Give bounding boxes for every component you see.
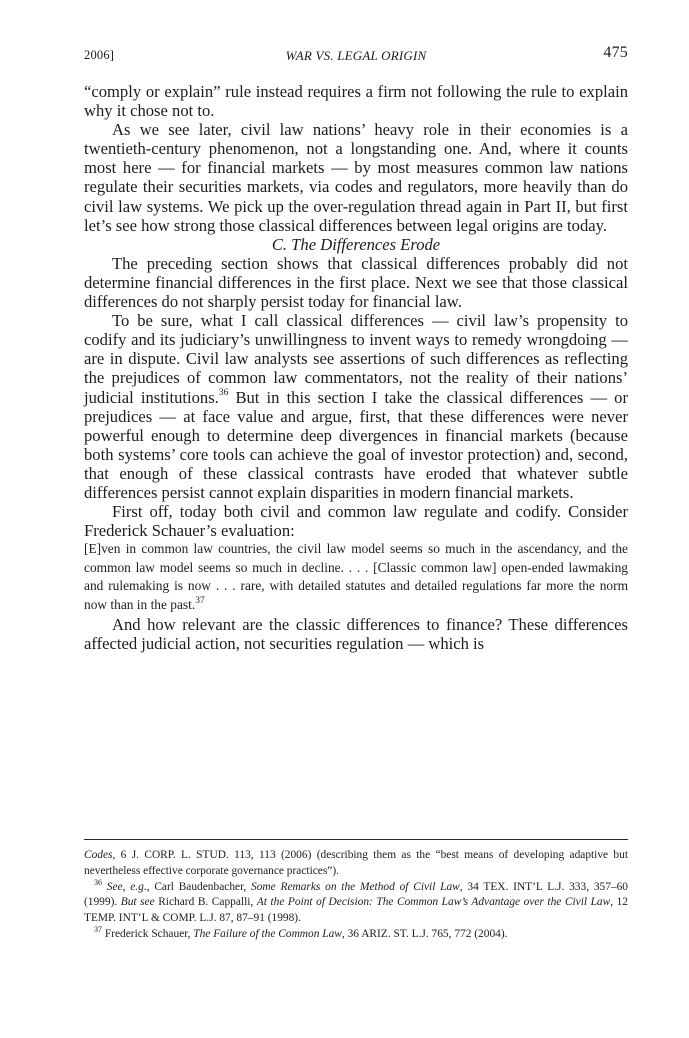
footnote-36-number: 36 bbox=[94, 877, 102, 887]
paragraph-1: “comply or explain” rule instead requires a firm not following the rule to explain why it chose not to. bbox=[84, 82, 628, 121]
paragraph-4-part-a: To be sure, what I call classical differences — civil law’s propensity to codify and its judiciary’s unwillingness to invent ways to remedy wrongdoing — are in dispute. Civil law analysts see assertions of such differences as reflecting the prejudices of common law commentators, not the reality of their nations’ judicial institutions. bbox=[84, 311, 628, 407]
footnote-36-title-1: Some Remarks on the Method of Civil Law bbox=[251, 880, 460, 893]
footnote-36-author: , Carl Baudenbacher, bbox=[146, 880, 252, 893]
footnote-36-cite-1: , 34 TEX. INT’L L.J. 333, 357–60 (1999). bbox=[84, 880, 628, 909]
footnote-36-signal-2: But see bbox=[120, 896, 155, 909]
footnote-37-number: 37 bbox=[94, 925, 102, 935]
footnote-continuation bbox=[84, 848, 628, 880]
running-header bbox=[84, 44, 628, 68]
paragraph-2: As we see later, civil law nations’ heavy role in their economies is a twentieth-century phenomenon, not a longstanding one. And, where it counts most here — for financial markets — by most measures common law nations regulate their securities markets, via codes and regulators, more heavily than do civil law systems. We pick up the over-regulation thread again in Part II, but first let’s see how strong those classical differences between legal origins are today. bbox=[84, 120, 628, 235]
page-number: 475 bbox=[603, 44, 628, 61]
footnote-36 bbox=[84, 877, 628, 927]
footnote-36-cite-2: , 12 TEMP. INT’L & COMP. L.J. 87, 87–91 (1998). bbox=[84, 896, 628, 925]
footnote-ref-37[interactable]: 37 bbox=[195, 595, 205, 606]
footnotes bbox=[84, 848, 628, 943]
block-quote-text: [E]ven in common law countries, the civil law model seems so much in the ascendancy, and the common law model seems so much in decline. . . . [Classic common law] open-ended lawmaking and rulemaking is now . . . rare, with detailed statutes and detailed regulations far more the norm now than in the past. bbox=[84, 541, 628, 613]
footnote-divider bbox=[84, 839, 628, 840]
footnote-37-title: The Failure of the Common Law bbox=[193, 927, 342, 940]
paragraph-4-part-b: But in this section I take the classical differences — or prejudices — at face value and argue, first, that these differences were never powerful enough to determine deep divergences in financial markets (because both systems’ core tools can achieve the goal of investor protection) and, second, that enough of these classical contrasts have eroded that whatever subtle differences persist cannot explain disparities in modern financial markets. bbox=[84, 387, 629, 502]
paragraph-6: And how relevant are the classic differences to finance? These differences affected judicial action, not securities regulation — which is bbox=[84, 614, 628, 653]
section-heading: C. The Differences Erode bbox=[271, 234, 441, 254]
footnote-36-title-2: At the Point of Decision: The Common Law’s Advantage over the Civil Law bbox=[256, 896, 611, 909]
header-title: WAR VS. LEGAL ORIGIN bbox=[285, 48, 427, 63]
footnote-36-author-2: Richard B. Cappalli, bbox=[154, 896, 257, 909]
footnote-ref-36[interactable]: 36 bbox=[218, 387, 229, 398]
footnote-37-cite: , 36 ARIZ. ST. L.J. 765, 772 (2004). bbox=[341, 927, 508, 940]
footnote-37 bbox=[84, 927, 628, 943]
footnote-cont-italic: Codes bbox=[84, 849, 113, 861]
paragraph-4 bbox=[84, 311, 628, 502]
block-quote bbox=[84, 540, 628, 614]
paragraph-5: First off, today both civil and common law regulate and codify. Consider Frederick Schauer’s evaluation: bbox=[84, 502, 628, 541]
header-year: 2006] bbox=[84, 48, 115, 62]
paragraph-3: The preceding section shows that classical differences probably did not determine financial differences in the first place. Next we see that those classical differences do not sharply persist today for financial law. bbox=[84, 253, 628, 312]
footnote-37-author: Frederick Schauer, bbox=[104, 927, 194, 940]
body-text bbox=[84, 82, 628, 653]
footnote-cont-text: , 6 J. CORP. L. STUD. 113, 113 (2006) (describing them as the “best means of developing adaptive but nevertheless effective corporate governance practices”). bbox=[84, 849, 628, 877]
footnote-36-signal: See, e.g. bbox=[106, 880, 147, 893]
